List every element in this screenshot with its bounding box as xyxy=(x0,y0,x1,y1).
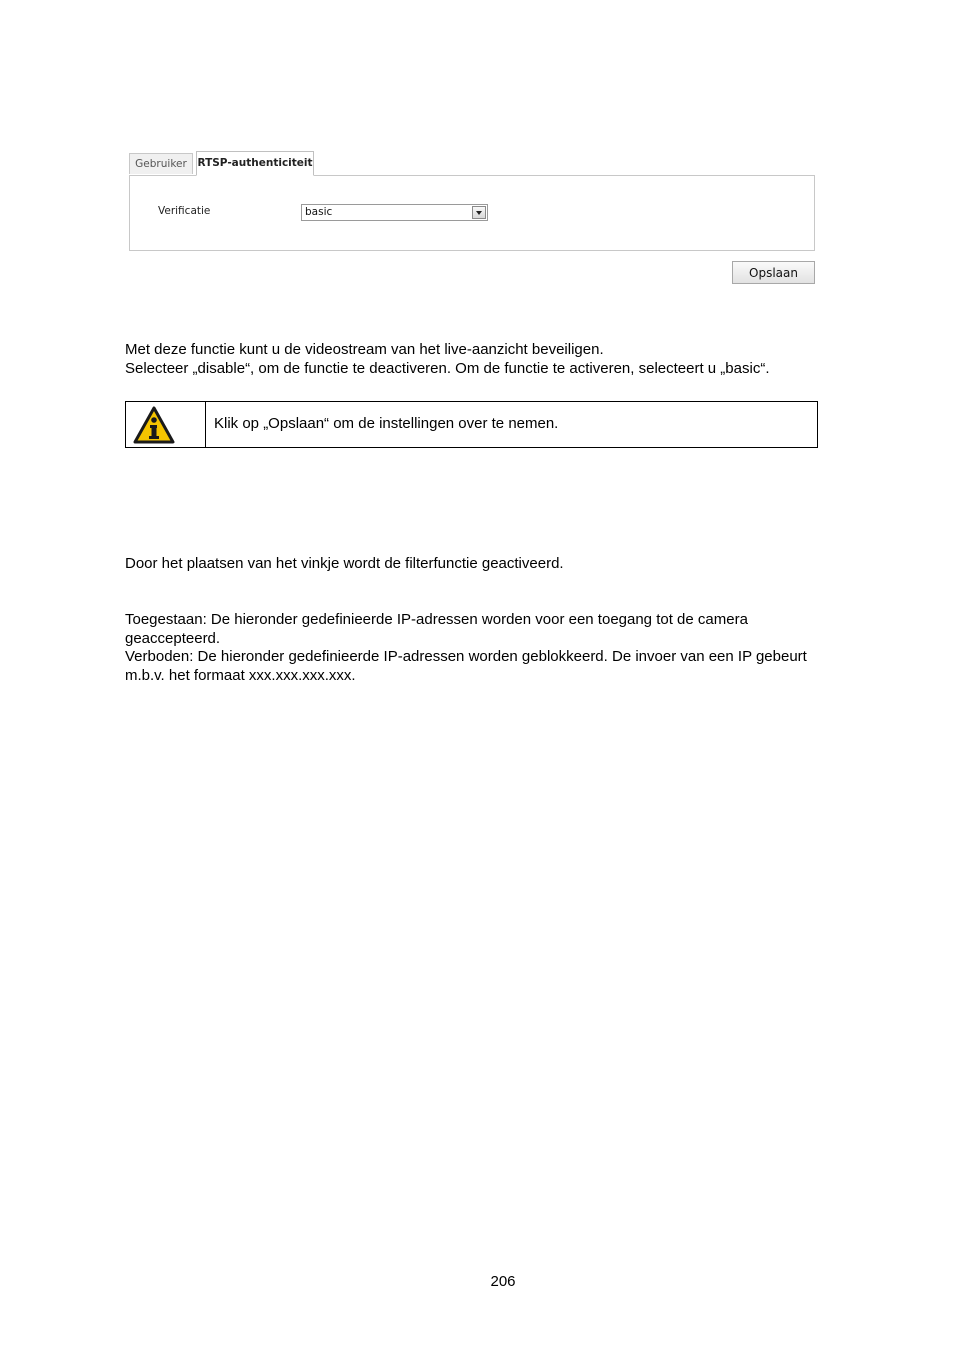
info-icon-cell xyxy=(126,402,206,447)
verification-label: Verificatie xyxy=(158,205,211,217)
info-note-box xyxy=(125,401,818,448)
text-line: Toegestaan: De hieronder gedefinieerde IP-adressen worden voor een toegang tot de camera xyxy=(125,611,748,628)
paragraph-rtsp-description xyxy=(125,341,769,378)
page-number: 206 xyxy=(490,1273,516,1290)
save-button[interactable]: Opslaan xyxy=(732,261,815,284)
verification-select-value: basic xyxy=(305,206,333,218)
text-line: Selecteer „disable“, om de functie te deactiveren. Om de functie te activeren, selecteert u „basic“. xyxy=(125,359,770,377)
text-line: Door het plaatsen van het vinkje wordt de filterfunctie geactiveerd. xyxy=(125,555,564,572)
text-line: Verboden: De hieronder gedefinieerde IP-adressen worden geblokkeerd. De invoer van een IP gebeurt xyxy=(125,648,807,665)
paragraph-filter-description xyxy=(125,555,564,574)
info-note-text: Klik op „Opslaan“ om de instellingen over te nemen. xyxy=(214,415,559,432)
warning-info-icon xyxy=(133,406,175,444)
paragraph-ip-filter-modes xyxy=(125,611,807,685)
text-line: geaccepteerd. xyxy=(125,629,221,647)
verification-select[interactable] xyxy=(301,204,488,221)
tab-gebruiker[interactable]: Gebruiker xyxy=(129,153,193,174)
chevron-down-icon[interactable] xyxy=(472,206,486,219)
tab-rtsp-authenticiteit[interactable]: RTSP-authenticiteit xyxy=(196,151,314,176)
text-line: Met deze functie kunt u de videostream van het live-aanzicht beveiligen. xyxy=(125,341,604,358)
text-line: m.b.v. het formaat xxx.xxx.xxx.xxx. xyxy=(125,666,356,684)
